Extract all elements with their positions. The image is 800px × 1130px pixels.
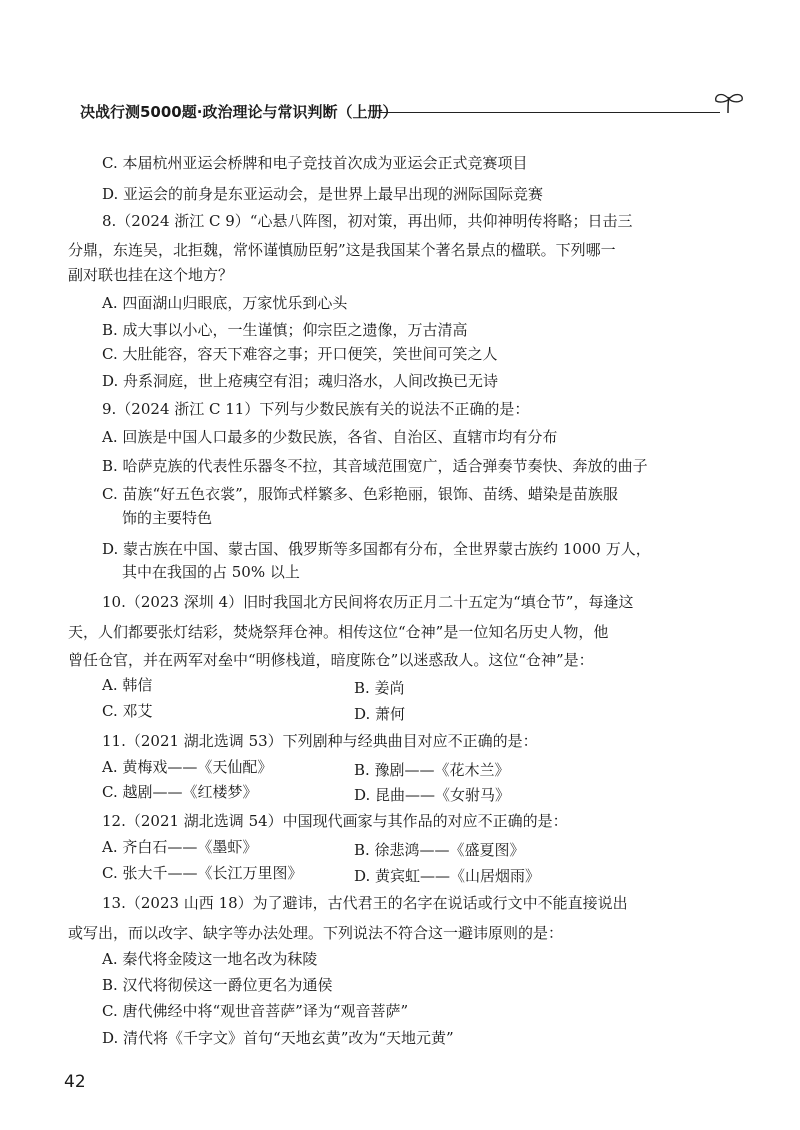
q11-stem: 11.（2021 湖北选调 53）下列剧种与经典曲目对应不正确的是： — [102, 732, 538, 750]
q9-option-a: A. 回族是中国人口最多的少数民族，各省、自治区、直辖市均有分布 — [102, 428, 558, 446]
q10-stem-line-1: 10.（2023 深圳 4）旧时我国北方民间将农历正月二十五定为“填仓节”，每逢这 — [102, 593, 634, 611]
header-rule — [380, 112, 720, 113]
sprout-icon — [708, 91, 748, 115]
q7-option-c: C. 本届杭州亚运会桥牌和电子竞技首次成为亚运会正式竞赛项目 — [102, 154, 528, 172]
q7-option-d: D. 亚运会的前身是东亚运动会，是世界上最早出现的洲际国际竞赛 — [102, 185, 544, 203]
q12-stem: 12.（2021 湖北选调 54）中国现代画家与其作品的对应不正确的是： — [102, 812, 568, 830]
q10-option-b: B. 姜尚 — [354, 679, 405, 697]
q8-option-d: D. 舟系洞庭，世上疮痍空有泪；魂归洛水，人间改换已无诗 — [102, 372, 499, 390]
q13-option-d: D. 清代将《千字文》首句“天地玄黄”改为“天地元黄” — [102, 1029, 454, 1047]
q13-stem-line-1: 13.（2023 山西 18）为了避讳，古代君王的名字在说话或行文中不能直接说出 — [102, 894, 628, 912]
q13-option-a: A. 秦代将金陵这一地名改为秣陵 — [102, 950, 318, 968]
q10-stem-line-3: 曾任仓官，并在两军对垒中“明修栈道，暗度陈仓”以迷惑敌人。这位“仓神”是： — [68, 651, 594, 669]
q9-option-c-line-2: 饰的主要特色 — [122, 509, 213, 527]
q11-option-c: C. 越剧——《红楼梦》 — [102, 783, 258, 801]
q9-option-c-line-1: C. 苗族“好五色衣裳”，服饰式样繁多、色彩艳丽，银饰、苗绣、蜡染是苗族服 — [102, 485, 618, 503]
q11-option-a: A. 黄梅戏——《天仙配》 — [102, 758, 273, 776]
q9-option-b: B. 哈萨克族的代表性乐器冬不拉，其音域范围宽广，适合弹奏节奏快、奔放的曲子 — [102, 457, 648, 475]
q12-option-b: B. 徐悲鸿——《盛夏图》 — [354, 841, 525, 859]
q8-stem-line-2: 分鼎，东连吴，北拒魏，常怀谨慎励臣躬”这是我国某个著名景点的楹联。下列哪一 — [68, 241, 616, 259]
q9-option-d-line-1: D. 蒙古族在中国、蒙古国、俄罗斯等多国都有分布，全世界蒙古族约 1000 万人， — [102, 540, 651, 558]
q8-stem-line-1: 8.（2024 浙江 C 9）“心悬八阵图，初对策，再出师，共仰神明传将略；日击三 — [102, 212, 633, 230]
q10-option-d: D. 萧何 — [354, 705, 406, 723]
q12-option-d: D. 黄宾虹——《山居烟雨》 — [354, 867, 541, 885]
q8-option-a: A. 四面湖山归眼底，万家忧乐到心头 — [102, 294, 348, 312]
q10-option-c: C. 邓艾 — [102, 702, 153, 720]
page-number: 42 — [64, 1072, 86, 1092]
running-header — [80, 97, 680, 127]
q10-option-a: A. 韩信 — [102, 676, 153, 694]
q8-option-c: C. 大肚能容，容天下难容之事；开口便笑，笑世间可笑之人 — [102, 345, 498, 363]
book-title: 决战行测5000题·政治理论与常识判断（上册） — [80, 103, 398, 121]
q12-option-c: C. 张大千——《长江万里图》 — [102, 864, 303, 882]
q8-stem-line-3: 副对联也挂在这个地方？ — [68, 266, 234, 284]
q9-option-d-line-2: 其中在我国的占 50% 以上 — [122, 563, 300, 581]
q13-stem-line-2: 或写出，而以改字、缺字等办法处理。下列说法不符合这一避讳原则的是： — [68, 924, 564, 942]
q11-option-b: B. 豫剧——《花木兰》 — [354, 761, 510, 779]
q8-option-b: B. 成大事以小心，一生谨慎；仰宗臣之遗像，万古清高 — [102, 321, 468, 339]
q12-option-a: A. 齐白石——《墨虾》 — [102, 838, 258, 856]
q11-option-d: D. 昆曲——《女驸马》 — [354, 786, 511, 804]
q13-option-b: B. 汉代将彻侯这一爵位更名为通侯 — [102, 976, 333, 994]
q10-stem-line-2: 天，人们都要张灯结彩，焚烧祭拜仓神。相传这位“仓神”是一位知名历史人物，他 — [68, 623, 609, 641]
q9-stem: 9.（2024 浙江 C 11）下列与少数民族有关的说法不正确的是： — [102, 400, 530, 418]
q13-option-c: C. 唐代佛经中将“观世音菩萨”译为“观音菩萨” — [102, 1002, 409, 1020]
